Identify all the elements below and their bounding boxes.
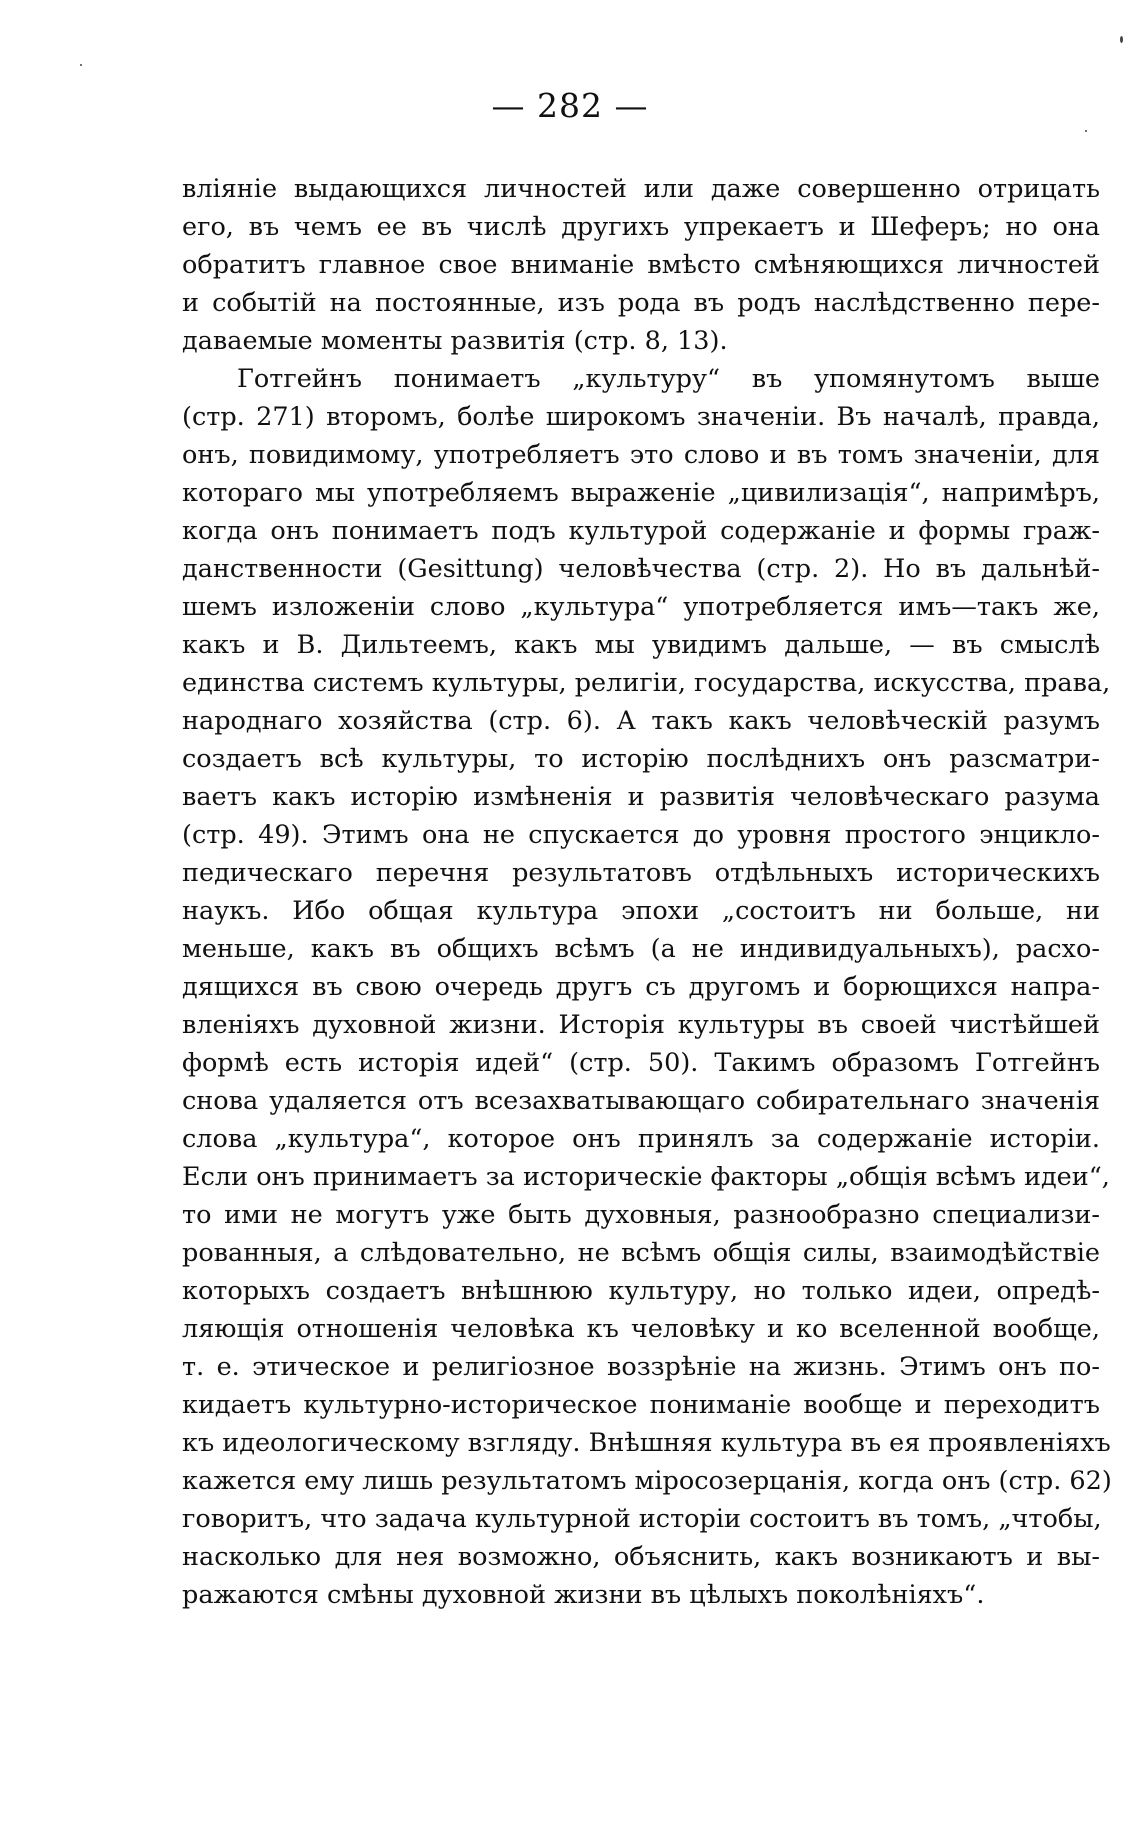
text-line: и событій на постоянные, изъ рода въ родъ наслѣдственно пере-	[182, 288, 1100, 318]
text-line: когда онъ понимаетъ подъ культурой содержаніе и формы граж-	[182, 516, 1100, 546]
text-line: которыхъ создаетъ внѣшнюю культуру, но только идеи, опредѣ-	[182, 1276, 1100, 1306]
text-line: то ими не могутъ уже быть духовныя, разнообразно специализи-	[182, 1200, 1100, 1230]
text-line: меньше, какъ въ общихъ всѣмъ (а не индивидуальныхъ), расхо-	[182, 934, 1100, 964]
text-line: шемъ изложеніи слово „культура“ употребляется имъ—такъ же,	[182, 592, 1100, 622]
text-line: народнаго хозяйства (стр. 6). А такъ какъ человѣческій разумъ	[182, 706, 1100, 736]
text-line: кидаетъ культурно-историческое пониманіе вообще и переходитъ	[182, 1390, 1100, 1420]
text-line: вліяніе выдающихся личностей или даже совершенно отрицать	[182, 174, 1100, 204]
text-line: данственности (Gesittung) человѣчества (стр. 2). Но въ дальнѣй-	[182, 554, 1100, 584]
text-line: обратитъ главное свое вниманіе вмѣсто смѣняющихся личностей	[182, 250, 1100, 280]
text-line: Если онъ принимаетъ за историческіе факторы „общія всѣмъ идеи“,	[182, 1162, 1110, 1192]
text-line: насколько для нея возможно, объяснить, какъ возникаютъ и вы-	[182, 1542, 1100, 1572]
text-line: создаетъ всѣ культуры, то исторію послѣднихъ онъ разсматри-	[182, 744, 1100, 774]
text-line: т. е. этическое и религіозное воззрѣніе на жизнь. Этимъ онъ по-	[182, 1352, 1100, 1382]
text-line: говоритъ, что задача культурной исторіи состоитъ въ томъ, „чтобы,	[182, 1504, 1102, 1534]
paragraph	[182, 170, 1100, 360]
text-line: рованныя, а слѣдовательно, не всѣмъ общія силы, взаимодѣйствіе	[182, 1238, 1100, 1268]
text-line: ражаются смѣны духовной жизни въ цѣлыхъ поколѣніяхъ“.	[182, 1580, 985, 1610]
text-line: даваемые моменты развитія (стр. 8, 13).	[182, 326, 728, 356]
text-line: онъ, повидимому, употребляетъ это слово и въ томъ значеніи, для	[182, 440, 1100, 470]
paragraph	[182, 360, 1112, 1614]
text-line: снова удаляется отъ всезахватывающаго собирательнаго значенія	[182, 1086, 1100, 1116]
text-line: къ идеологическому взгляду. Внѣшняя культура въ ея проявленіяхъ	[182, 1428, 1111, 1458]
text-line: (стр. 49). Этимъ она не спускается до уровня простого энцикло-	[182, 820, 1100, 850]
text-line: дящихся въ свою очередь другъ съ другомъ и борющихся напра-	[182, 972, 1100, 1002]
scan-speck	[1085, 130, 1087, 132]
text-line: вленіяхъ духовной жизни. Исторія культуры въ своей чистѣйшей	[182, 1010, 1100, 1040]
text-line: кажется ему лишь результатомъ міросозерцанія, когда онъ (стр. 62)	[182, 1466, 1112, 1496]
text-line: Готгейнъ понимаетъ „культуру“ въ упомянутомъ выше	[237, 364, 1100, 394]
text-line: котораго мы употребляемъ выраженіе „цивилизація“, напримѣръ,	[182, 478, 1100, 508]
page-number: — 282 —	[491, 86, 649, 125]
text-line: его, въ чемъ ее въ числѣ другихъ упрекаетъ и Шеферъ; но она	[182, 212, 1100, 242]
text-line: формѣ есть исторія идей“ (стр. 50). Такимъ образомъ Готгейнъ	[182, 1048, 1100, 1078]
text-line: наукъ. Ибо общая культура эпохи „состоитъ ни больше, ни	[182, 896, 1100, 926]
text-line: какъ и В. Дильтеемъ, какъ мы увидимъ дальше, — въ смыслѣ	[182, 630, 1100, 660]
scan-speck	[1120, 36, 1123, 43]
text-line: (стр. 271) второмъ, болѣе широкомъ значеніи. Въ началѣ, правда,	[182, 402, 1100, 432]
body-text	[182, 170, 1112, 1614]
text-line: педическаго перечня результатовъ отдѣльныхъ историческихъ	[182, 858, 1100, 888]
text-line: слова „культура“, которое онъ принялъ за содержаніе исторіи.	[182, 1124, 1100, 1154]
text-line: единства системъ культуры, религіи, государства, искусства, права,	[182, 668, 1111, 698]
scan-speck	[80, 64, 82, 66]
text-line: ляющія отношенія человѣка къ человѣку и ко вселенной вообще,	[182, 1314, 1100, 1344]
text-line: ваетъ какъ исторію измѣненія и развитія человѣческаго разума	[182, 782, 1100, 812]
